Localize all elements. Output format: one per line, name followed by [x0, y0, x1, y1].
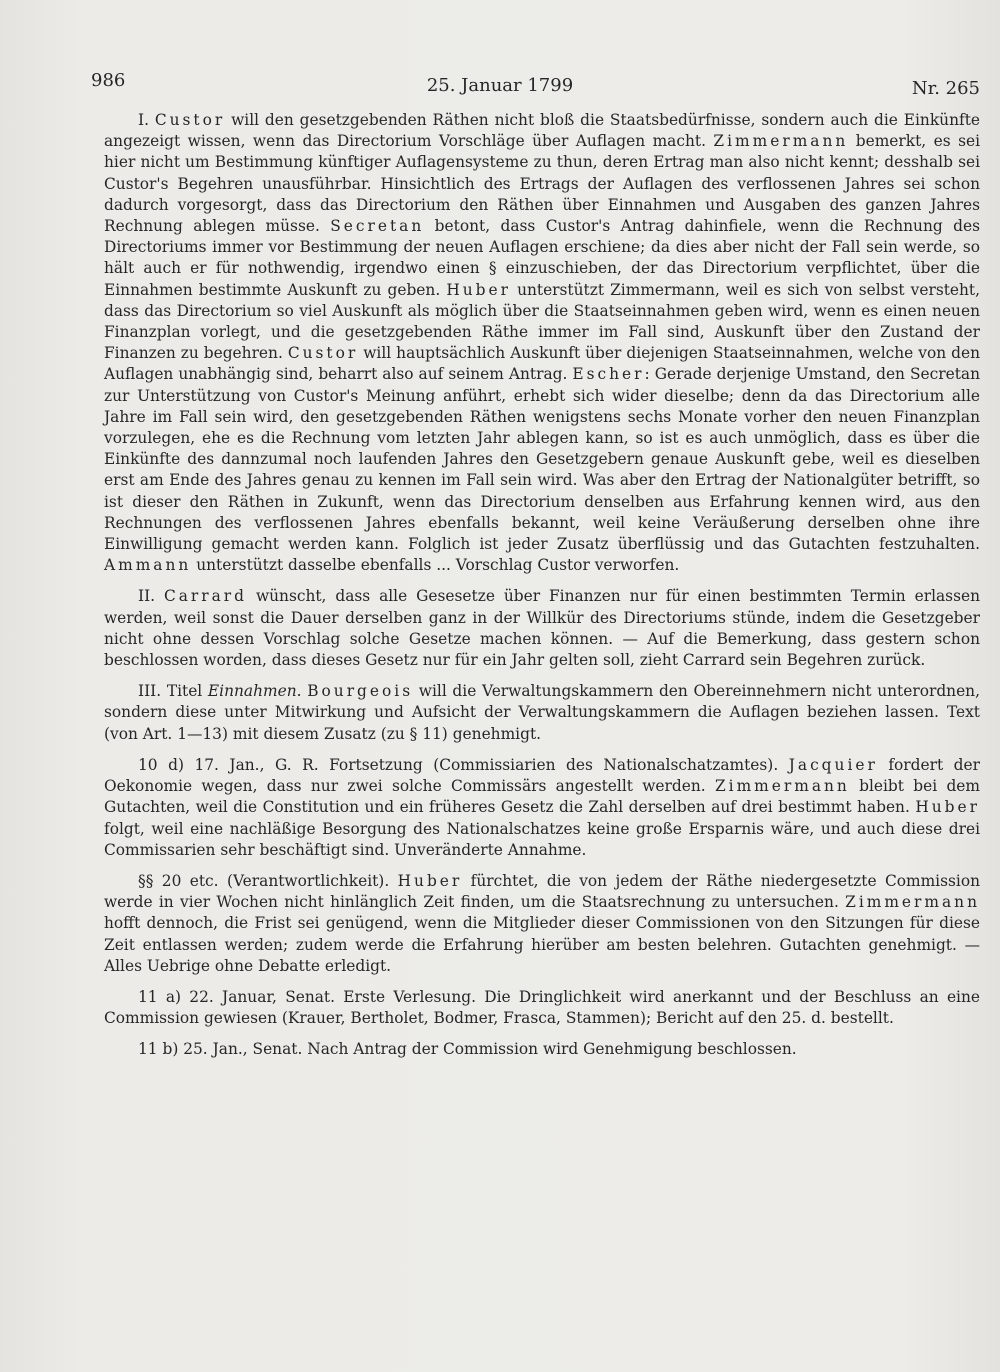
text-segment: betont, dass Custor's Antrag dahinfiele, wenn die Rechnung des Directoriums immer vor Bestimmung der neuen Auflagen erschiene; da dies aber nicht der Fall sein werde, so hält auch er für nothwendig, irgendwo einen § einzuschieben, der das Directorium verpflichtet, über die Einnahmen bestimmte Auskunft zu geben. — [104, 217, 980, 299]
speaker-name: Jacquier — [788, 755, 878, 774]
text-segment: fürchtet, die von jedem der Räthe niedergesetzte Commission werde in vier Wochen nicht hinlänglich Zeit finden, um die Staatsrechnung zu untersuchen. — [104, 871, 980, 912]
speaker-name: Secretan — [330, 217, 425, 236]
speaker-name: Zimmermann — [713, 132, 849, 151]
page-number: 986 — [91, 70, 126, 91]
speaker-name: Custor — [287, 344, 359, 363]
text-segment: bemerkt, es sei hier nicht um Bestimmung künftiger Auflagensysteme zu thun, deren Ertrag man also nicht kennt; desshalb sei Custor's Begehren unausführbar. Hinsichtlich des Ertrags der Auflagen des verflossenen Jahres sei schon dadurch vorgesorgt, dass das Directorium den Räthen über Einnahmen und Ausgaben des ganzen Jahres Rechnung ablegen müsse. — [104, 132, 980, 236]
speaker-name: Custor — [154, 111, 226, 129]
speaker-name: Carrard — [163, 587, 248, 606]
text-segment: II. — [138, 587, 164, 606]
text-segment: I. — [138, 111, 155, 129]
speaker-name: Huber — [915, 798, 980, 817]
italic-title: Einnahmen. — [207, 682, 302, 701]
speaker-name: Huber — [397, 871, 463, 890]
speaker-name: Bourgeois — [307, 682, 414, 701]
speaker-name: Ammann — [104, 556, 192, 575]
text-segment: 11 a) 22. Januar, Senat. Erste Verlesung. Die Dringlichkeit wird anerkannt und der Beschluss an eine Commission gewiesen (Krauer, Bertholet, Bodmer, Frasca, Stammen); Bericht auf den 25. d. bestellt. — [104, 987, 980, 1028]
text-segment: : Gerade derjenige Umstand, den Secretan zur Unterstützung von Custor's Meinung anführt, erhebt sich wider dieselbe; denn da das Directorium alle Jahre im Fall sein wird, den gesetzgebenden Räthen wenigstens sechs Monate vorher den neuen Finanzplan vorzulegen, ehe es die Rechnung vom letzten Jahr ablegen kann, so ist es auch unmöglich, dass es über die Einkünfte des dannzumal noch laufenden Jahres den Gesetzgebern genaue Auskunft gebe, weil es dieselben erst am Ende des Jahres genau zu kennen im Fall sein wird. Was aber den Ertrag der Nationalgüter betrifft, so ist dieser den Räthen in Zukunft, wenn das Directorium denselben aus Erfahrung kennen wird, aus den Rechnungen des verflossenen Jahres ebenfalls bekannt, weil keine Veräußerung derselben ohne ihre Einwilligung gemacht werden kann. Folglich ist jeder Zusatz überflüssig und das Gutachten festzuhalten. — [104, 365, 980, 554]
text-segment: 10 d) 17. Jan., G. R. Fortsetzung (Commissiarien des Nationalschatzamtes). — [138, 755, 789, 774]
paragraph — [104, 1039, 980, 1060]
paragraph — [104, 755, 980, 861]
text-segment: bleibt bei dem Gutachten, weil die Constitution und ein früheres Gesetz die Zahl derselben auf drei bestimmt haben. — [104, 777, 980, 817]
text-segment: §§ 20 etc. (Verantwortlichkeit). — [138, 871, 398, 890]
text-segment: fordert der Oekonomie wegen, dass nur zwei solche Commissärs angestellt werden. — [104, 755, 980, 796]
text-segment: will den gesetzgebenden Räthen nicht bloß die Staatsbedürfnisse, sondern auch die Einkünfte angezeigt wissen, wenn das Directorium Vorschläge über Auflagen macht. — [104, 111, 980, 151]
paragraph — [104, 586, 980, 671]
text-segment: wünscht, dass alle Gesesetze über Finanzen nur für einen bestimmten Termin erlassen werden, weil sonst die Dauer derselben ganz in der Willkür des Directoriums stünde, indem die Gesetzgeber nicht ohne dessen Vorschlag solche Gesetze machen können. — Auf die Bemerkung, dass gestern schon beschlossen worden, dass dieses Gesetz nur für ein Jahr gelten soll, zieht Carrard sein Begehren zurück. — [104, 587, 980, 670]
paragraph — [104, 871, 980, 977]
text-segment: III. Titel — [138, 682, 208, 701]
speaker-name: Huber — [446, 280, 511, 299]
text-segment: will hauptsächlich Auskunft über diejenigen Staatseinnahmen, welche von den Auflagen unabhängig sind, beharrt also auf seinem Antrag. — [104, 344, 981, 384]
text-segment: hofft dennoch, die Frist sei genügend, wenn die Mitglieder dieser Commissionen von den Sitzungen für diese Zeit entlassen werden; zudem werde die Erfahrung hierüber am besten belehren. Gutachten genehmigt. — Alles Uebrige ohne Debatte erledigt. — [104, 914, 980, 975]
paragraph — [104, 987, 980, 1029]
speaker-name: Zimmermann — [845, 893, 980, 912]
document-body — [104, 110, 980, 1071]
page-date: 25. Januar 1799 — [426, 75, 574, 96]
page-header — [0, 70, 1000, 100]
text-segment: will die Verwaltungskammern den Obereinnehmern nicht unterordnen, sondern diese unter Mitwirkung und Aufsicht der Verwaltungskammern die Auflagen beziehen lassen. Text (von Art. 1—13) mit diesem Zusatz (zu § 11) genehmigt. — [104, 682, 980, 743]
speaker-name: Zimmermann — [714, 777, 850, 796]
paragraph — [104, 681, 980, 745]
speaker-name: Escher — [572, 365, 645, 384]
text-segment: unterstützt Zimmermann, weil es sich von selbst versteht, dass das Directorium so viel Auskunft als möglich über die Staatseinnahmen geben wird, wenn es einen neuen Finanzplan vorlegt, und die gesetzgebenden Räthe immer im Fall sind, Auskunft über den Zustand der Finanzen zu begehren. — [104, 280, 980, 363]
text-segment: folgt, weil eine nachläßige Besorgung des Nationalschatzes keine große Ersparnis wäre, und auch diese drei Commissarien sehr beschäftigt sind. Unveränderte Annahme. — [104, 819, 980, 859]
issue-number: Nr. 265 — [911, 78, 980, 99]
text-segment: 11 b) 25. Jan., Senat. Nach Antrag der Commission wird Genehmigung beschlossen. — [138, 1040, 797, 1059]
paragraph — [104, 110, 980, 576]
text-segment: unterstützt dasselbe ebenfalls ... Vorschlag Custor verworfen. — [191, 556, 680, 575]
